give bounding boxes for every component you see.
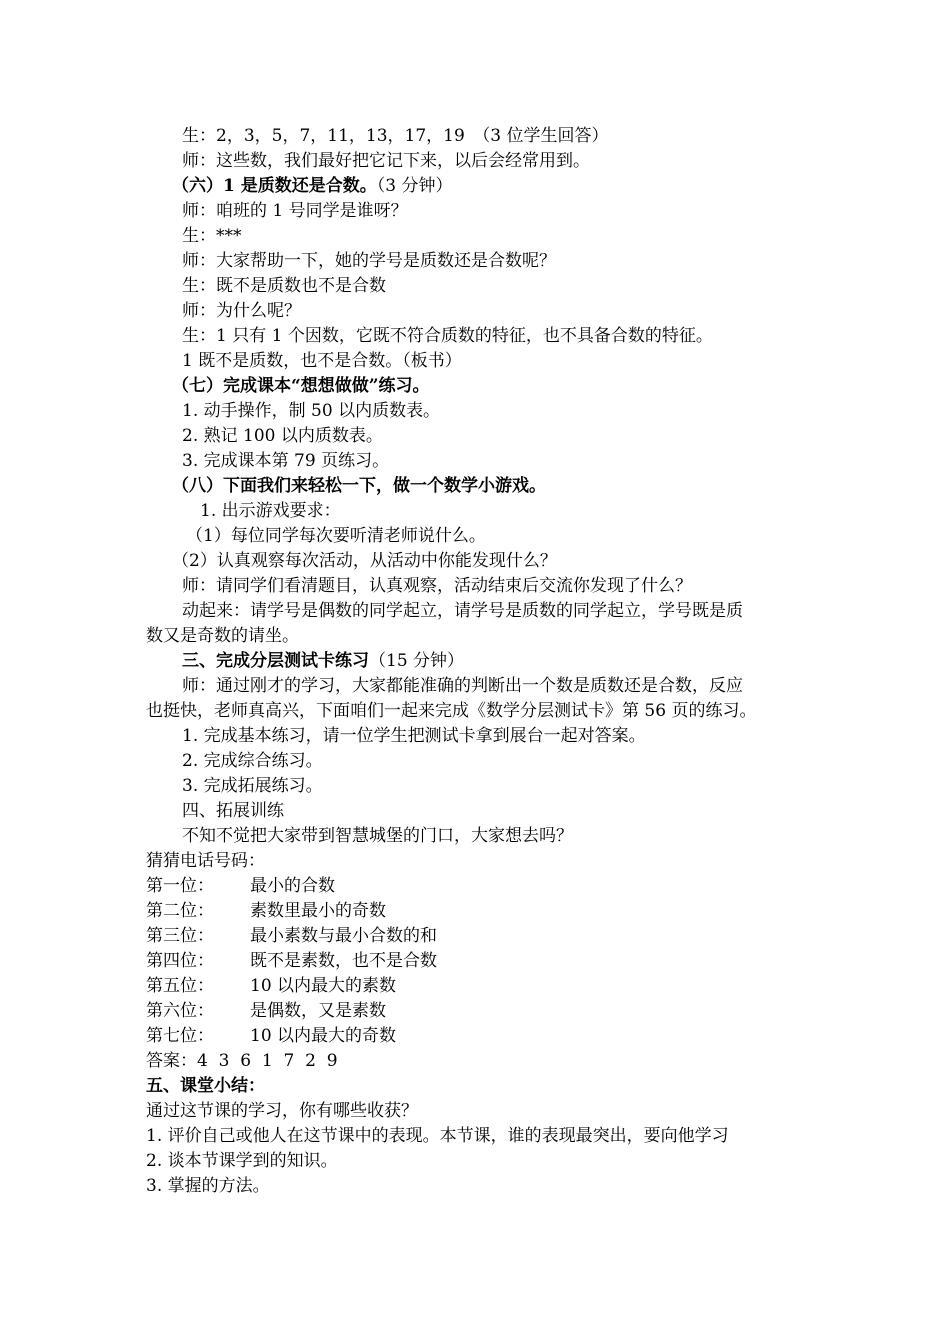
- student-answer-primes: 生：2，3，5，7，11，13，17，19 （3 位学生回答）: [182, 126, 609, 146]
- section-6-title: （六）1 是质数还是合数。: [172, 176, 377, 196]
- paragraph-line: 也挺快，老师真高兴，下面咱们一起来完成《数学分层测试卡》第 56 页的练习。: [146, 701, 757, 721]
- digit-clue: 素数里最小的奇数: [250, 901, 386, 921]
- digit-position: 第四位：: [146, 951, 214, 971]
- dialogue-line: 生：***: [182, 226, 242, 246]
- list-item: 1. 出示游戏要求：: [200, 501, 341, 521]
- digit-position: 第六位：: [146, 1001, 214, 1021]
- section-4-heading: 四、拓展训练: [182, 801, 284, 821]
- paragraph-line: 数又是奇数的请坐。: [146, 626, 299, 646]
- list-item: 1. 完成基本练习，请一位学生把测试卡拿到展台一起对答案。: [182, 726, 646, 746]
- section-3-heading: [182, 649, 464, 673]
- digit-clue: 既不是素数，也不是合数: [250, 951, 437, 971]
- list-item: （2）认真观察每次活动，从活动中你能发现什么？: [172, 551, 557, 571]
- list-item: 2. 谈本节课学到的知识。: [146, 1151, 338, 1171]
- dialogue-line: 师：咱班的 1 号同学是谁呀？: [182, 201, 408, 221]
- list-item: 3. 掌握的方法。: [146, 1176, 270, 1196]
- paragraph-line: 师：通过刚才的学习，大家都能准确的判断出一个数是质数还是合数，反应: [182, 676, 743, 696]
- digit-clue: 10 以内最大的素数: [250, 976, 397, 996]
- digit-position: 第七位：: [146, 1026, 214, 1046]
- section-6-heading: [172, 174, 452, 198]
- paragraph-line: 动起来：请学号是偶数的同学起立，请学号是质数的同学起立，学号既是质: [182, 601, 743, 621]
- dialogue-line: 师：为什么呢？: [182, 301, 301, 321]
- digit-position: 第一位：: [146, 876, 214, 896]
- paragraph-line: 不知不觉把大家带到智慧城堡的门口，大家想去吗？: [182, 826, 573, 846]
- list-item: （1）每位同学每次要听清老师说什么。: [186, 526, 486, 546]
- digit-clue: 最小的合数: [250, 876, 335, 896]
- list-item: 3. 完成拓展练习。: [182, 776, 323, 796]
- section-7-heading: （七）完成课本“想想做做”练习。: [172, 376, 430, 396]
- dialogue-line: 师：请同学们看清题目，认真观察，活动结束后交流你发现了什么？: [182, 576, 692, 596]
- dialogue-line: 生：1 只有 1 个因数，它既不符合质数的特征，也不具备合数的特征。: [182, 326, 713, 346]
- section-6-time: （3 分钟）: [376, 176, 453, 196]
- board-note: 1 既不是质数，也不是合数。（板书）: [182, 351, 462, 371]
- teacher-remark: 师：这些数，我们最好把它记下来，以后会经常用到。: [182, 151, 590, 171]
- list-item: 3. 完成课本第 79 页练习。: [182, 451, 390, 471]
- paragraph-line: 猜猜电话号码：: [146, 851, 265, 871]
- digit-position: 第三位：: [146, 926, 214, 946]
- digit-clue: 最小素数与最小合数的和: [250, 926, 437, 946]
- list-item: 2. 完成综合练习。: [182, 751, 323, 771]
- list-item: 1. 评价自己或他人在这节课中的表现。本节课，谁的表现最突出，要向他学习: [146, 1126, 729, 1146]
- digit-clue: 是偶数，又是素数: [250, 1001, 386, 1021]
- dialogue-line: 生：既不是质数也不是合数: [182, 276, 386, 296]
- section-3-title: 三、完成分层测试卡练习: [182, 651, 369, 671]
- digit-clue: 10 以内最大的奇数: [250, 1026, 397, 1046]
- digit-position: 第二位：: [146, 901, 214, 921]
- digit-position: 第五位：: [146, 976, 214, 996]
- paragraph-line: 通过这节课的学习，你有哪些收获？: [146, 1101, 418, 1121]
- answer-line: 答案：4 3 6 1 7 2 9: [146, 1051, 338, 1071]
- list-item: 2. 熟记 100 以内质数表。: [182, 426, 383, 446]
- dialogue-line: 师：大家帮助一下，她的学号是质数还是合数呢？: [182, 251, 556, 271]
- list-item: 1. 动手操作，制 50 以内质数表。: [182, 401, 441, 421]
- section-5-heading: 五、课堂小结：: [146, 1076, 265, 1096]
- section-3-time: （15 分钟）: [369, 651, 465, 671]
- section-8-heading: （八）下面我们来轻松一下，做一个数学小游戏。: [172, 476, 546, 496]
